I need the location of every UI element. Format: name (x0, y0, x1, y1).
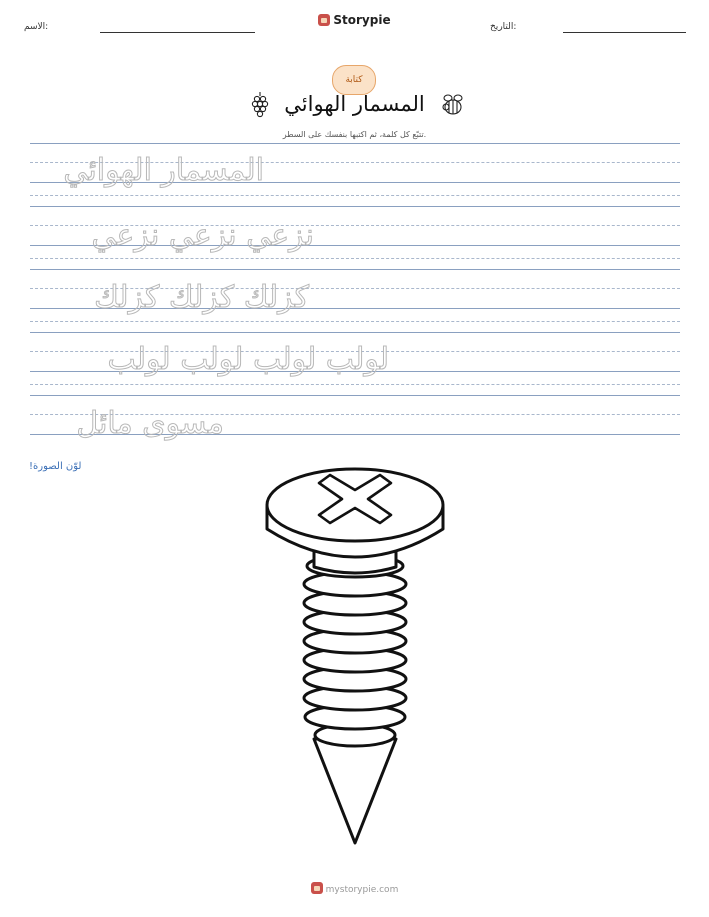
instruction-text: تتبّع كل كلمة، ثم اكتبها بنفسك على السطر. (282, 130, 427, 139)
brand-logo (0, 13, 709, 27)
practice-row-4[interactable]: لولب لولب لولب لولب (107, 342, 389, 377)
coloring-label: لوّن الصورة! (29, 461, 82, 472)
page-title: المسمار الهوائي (284, 92, 425, 116)
footer (0, 882, 709, 895)
practice-row-2[interactable]: نزعي نزعي نزعي (91, 218, 314, 253)
storypie-icon (311, 882, 323, 894)
name-label: الاسم: (24, 22, 49, 32)
brand-name: Storypie (333, 13, 391, 27)
date-label: التاريخ: (490, 22, 517, 32)
practice-row-5[interactable]: مسوى مائل (76, 406, 224, 441)
practice-row-3[interactable]: كزلك كزلك كزلك (94, 280, 309, 315)
practice-row-1[interactable]: المسمار الهوائي (63, 153, 264, 188)
date-line[interactable] (563, 32, 686, 33)
category-badge: كتابة (332, 65, 376, 95)
footer-site[interactable]: mystorypie.com (325, 885, 399, 895)
storypie-icon (318, 14, 330, 26)
bee-icon (438, 90, 468, 118)
screw-icon[interactable] (262, 467, 448, 849)
name-line[interactable] (100, 32, 255, 33)
